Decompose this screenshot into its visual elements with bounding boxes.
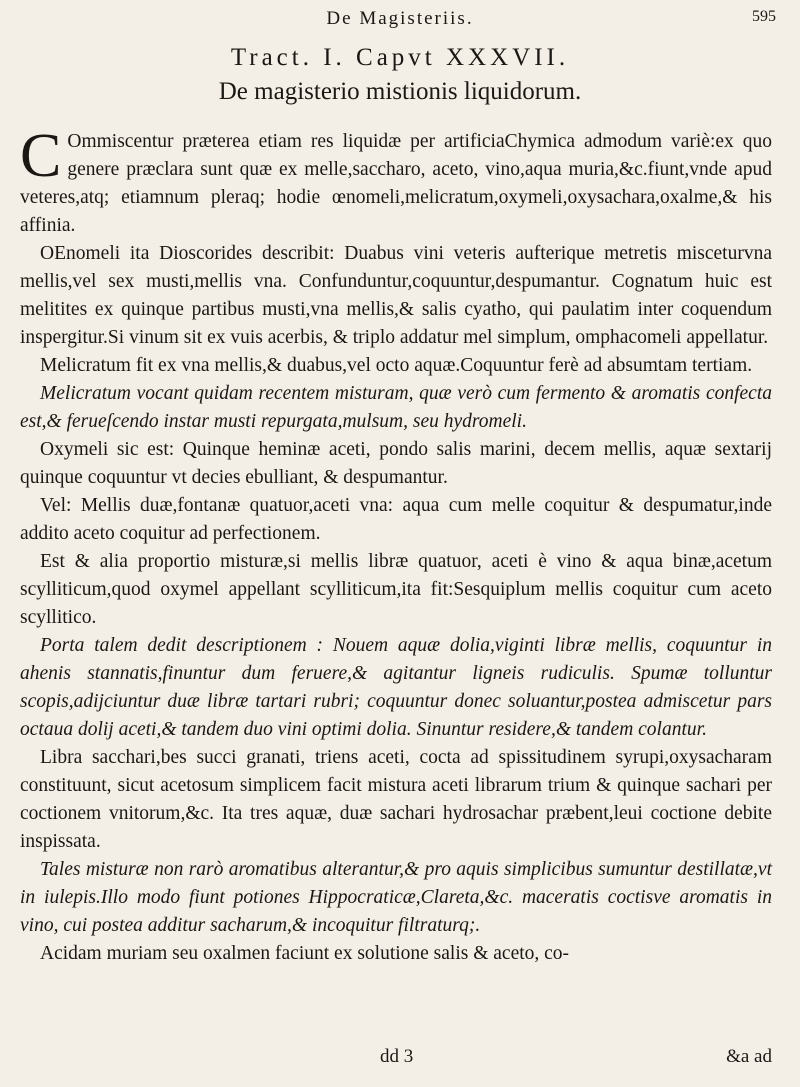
- chapter-subtitle: De magisterio mistionis liquidorum.: [218, 78, 582, 105]
- chapter-heading: Tract. I. Capvt XXXVII.: [230, 44, 570, 71]
- paragraph: Melicratum fit ex vna mellis,& duabus,vel octo aquæ.Coquuntur ferè ad absumtam tertiam.: [40, 355, 753, 376]
- running-head: [0, 8, 800, 36]
- paragraph: OEnomeli ita Dioscorides describit: Duabus vini veteris aufterique metretis misceturvna mellis,vel sex musti,mellis vna. Confunduntur,coquuntur,despumantur. Cognatum huic est melitites ex quinque partibus musti,vna mellis,& salis cyatho, qui paulatim inter coquendum inspergitur.Si vinum sit ex vuis acerbis, & triplo addatur mel simplum, omphacomeli appellatur.: [20, 243, 772, 348]
- paragraph: C Ommiscentur præterea etiam res liquidæ per artificiaChymica admodum variè:ex quo genere præclara sunt quæ ex melle,saccharo, aceto, vino,aqua muria,&c.fiunt,vnde apud veteres,atq; etiamnum pleraq; hodie œnomeli,melicratum,oxymeli,oxysachara,oxalme,& his affinia.: [20, 122, 772, 236]
- paragraph: Libra sacchari,bes succi granati, triens aceti, cocta ad spissitudinem syrupi,oxysacharam constituunt, sicut acetosum simplicem facit mistura aceti librarum trium & quinque sachari per coctionem vnitorum,&c. Ita tres aquæ, duæ sachari hydrosachar præbent,leui coctione debite inspissata.: [20, 747, 772, 852]
- paragraph: Porta talem dedit descriptionem : Nouem aquæ dolia,viginti libræ mellis, coquuntur in ahenis stannatis,finuntur dum feruere,& agitantur ligneis rudiculis. Spumæ tolluntur scopis,adijciuntur duæ libræ tartari rubri; coquuntur donec soluantur,postea admiscetur pars octaua dolij aceti,& tandem duo vini optimi dolia. Sinuntur residere,& tandem colantur.: [20, 635, 772, 740]
- body-text: [20, 122, 772, 968]
- paragraph: Oxymeli sic est: Quinque heminæ aceti, pondo salis marini, decem mellis, aquæ sextarij quinque coquuntur vt decies ebulliant, & despumantur.: [20, 439, 772, 488]
- paragraph: Est & alia proportio misturæ,si mellis libræ quatuor, aceti è vino & aqua binæ,acetum scylliticum,quod oxymel appellant scylliticum,ita fit:Sesquiplum mellis coquitur cum aceto scyllitico.: [20, 551, 772, 628]
- running-title: De Magisteriis.: [326, 8, 474, 29]
- paragraph: Tales misturæ non rarò aromatibus alterantur,& pro aquis simplicibus sumuntur destillatæ,vt in iulepis.Illo modo fiunt potiones Hippocraticæ,Clareta,&c. maceratis coctisve aromatis in vino, cui postea additur sacharum,& incoquitur filtraturq;.: [20, 859, 772, 936]
- page-footer: [0, 1046, 800, 1072]
- paragraph: Melicratum vocant quidam recentem misturam, quæ verò cum fermento & aromatis confecta est,& ferueſcendo instar musti repurgata,mulsum, seu hydromeli.: [20, 383, 772, 432]
- signature-mark: dd 3: [380, 1046, 414, 1067]
- paragraph: Acidam muriam seu oxalmen faciunt ex solutione salis & aceto, co-: [40, 943, 570, 964]
- page-number: 595: [752, 8, 776, 25]
- catchword: &a ad: [726, 1046, 772, 1067]
- paragraph: Vel: Mellis duæ,fontanæ quatuor,aceti vna: aqua cum melle coquitur & despumatur,inde addito aceto coquitur ad perfectionem.: [20, 495, 772, 544]
- drop-cap: C: [20, 122, 62, 190]
